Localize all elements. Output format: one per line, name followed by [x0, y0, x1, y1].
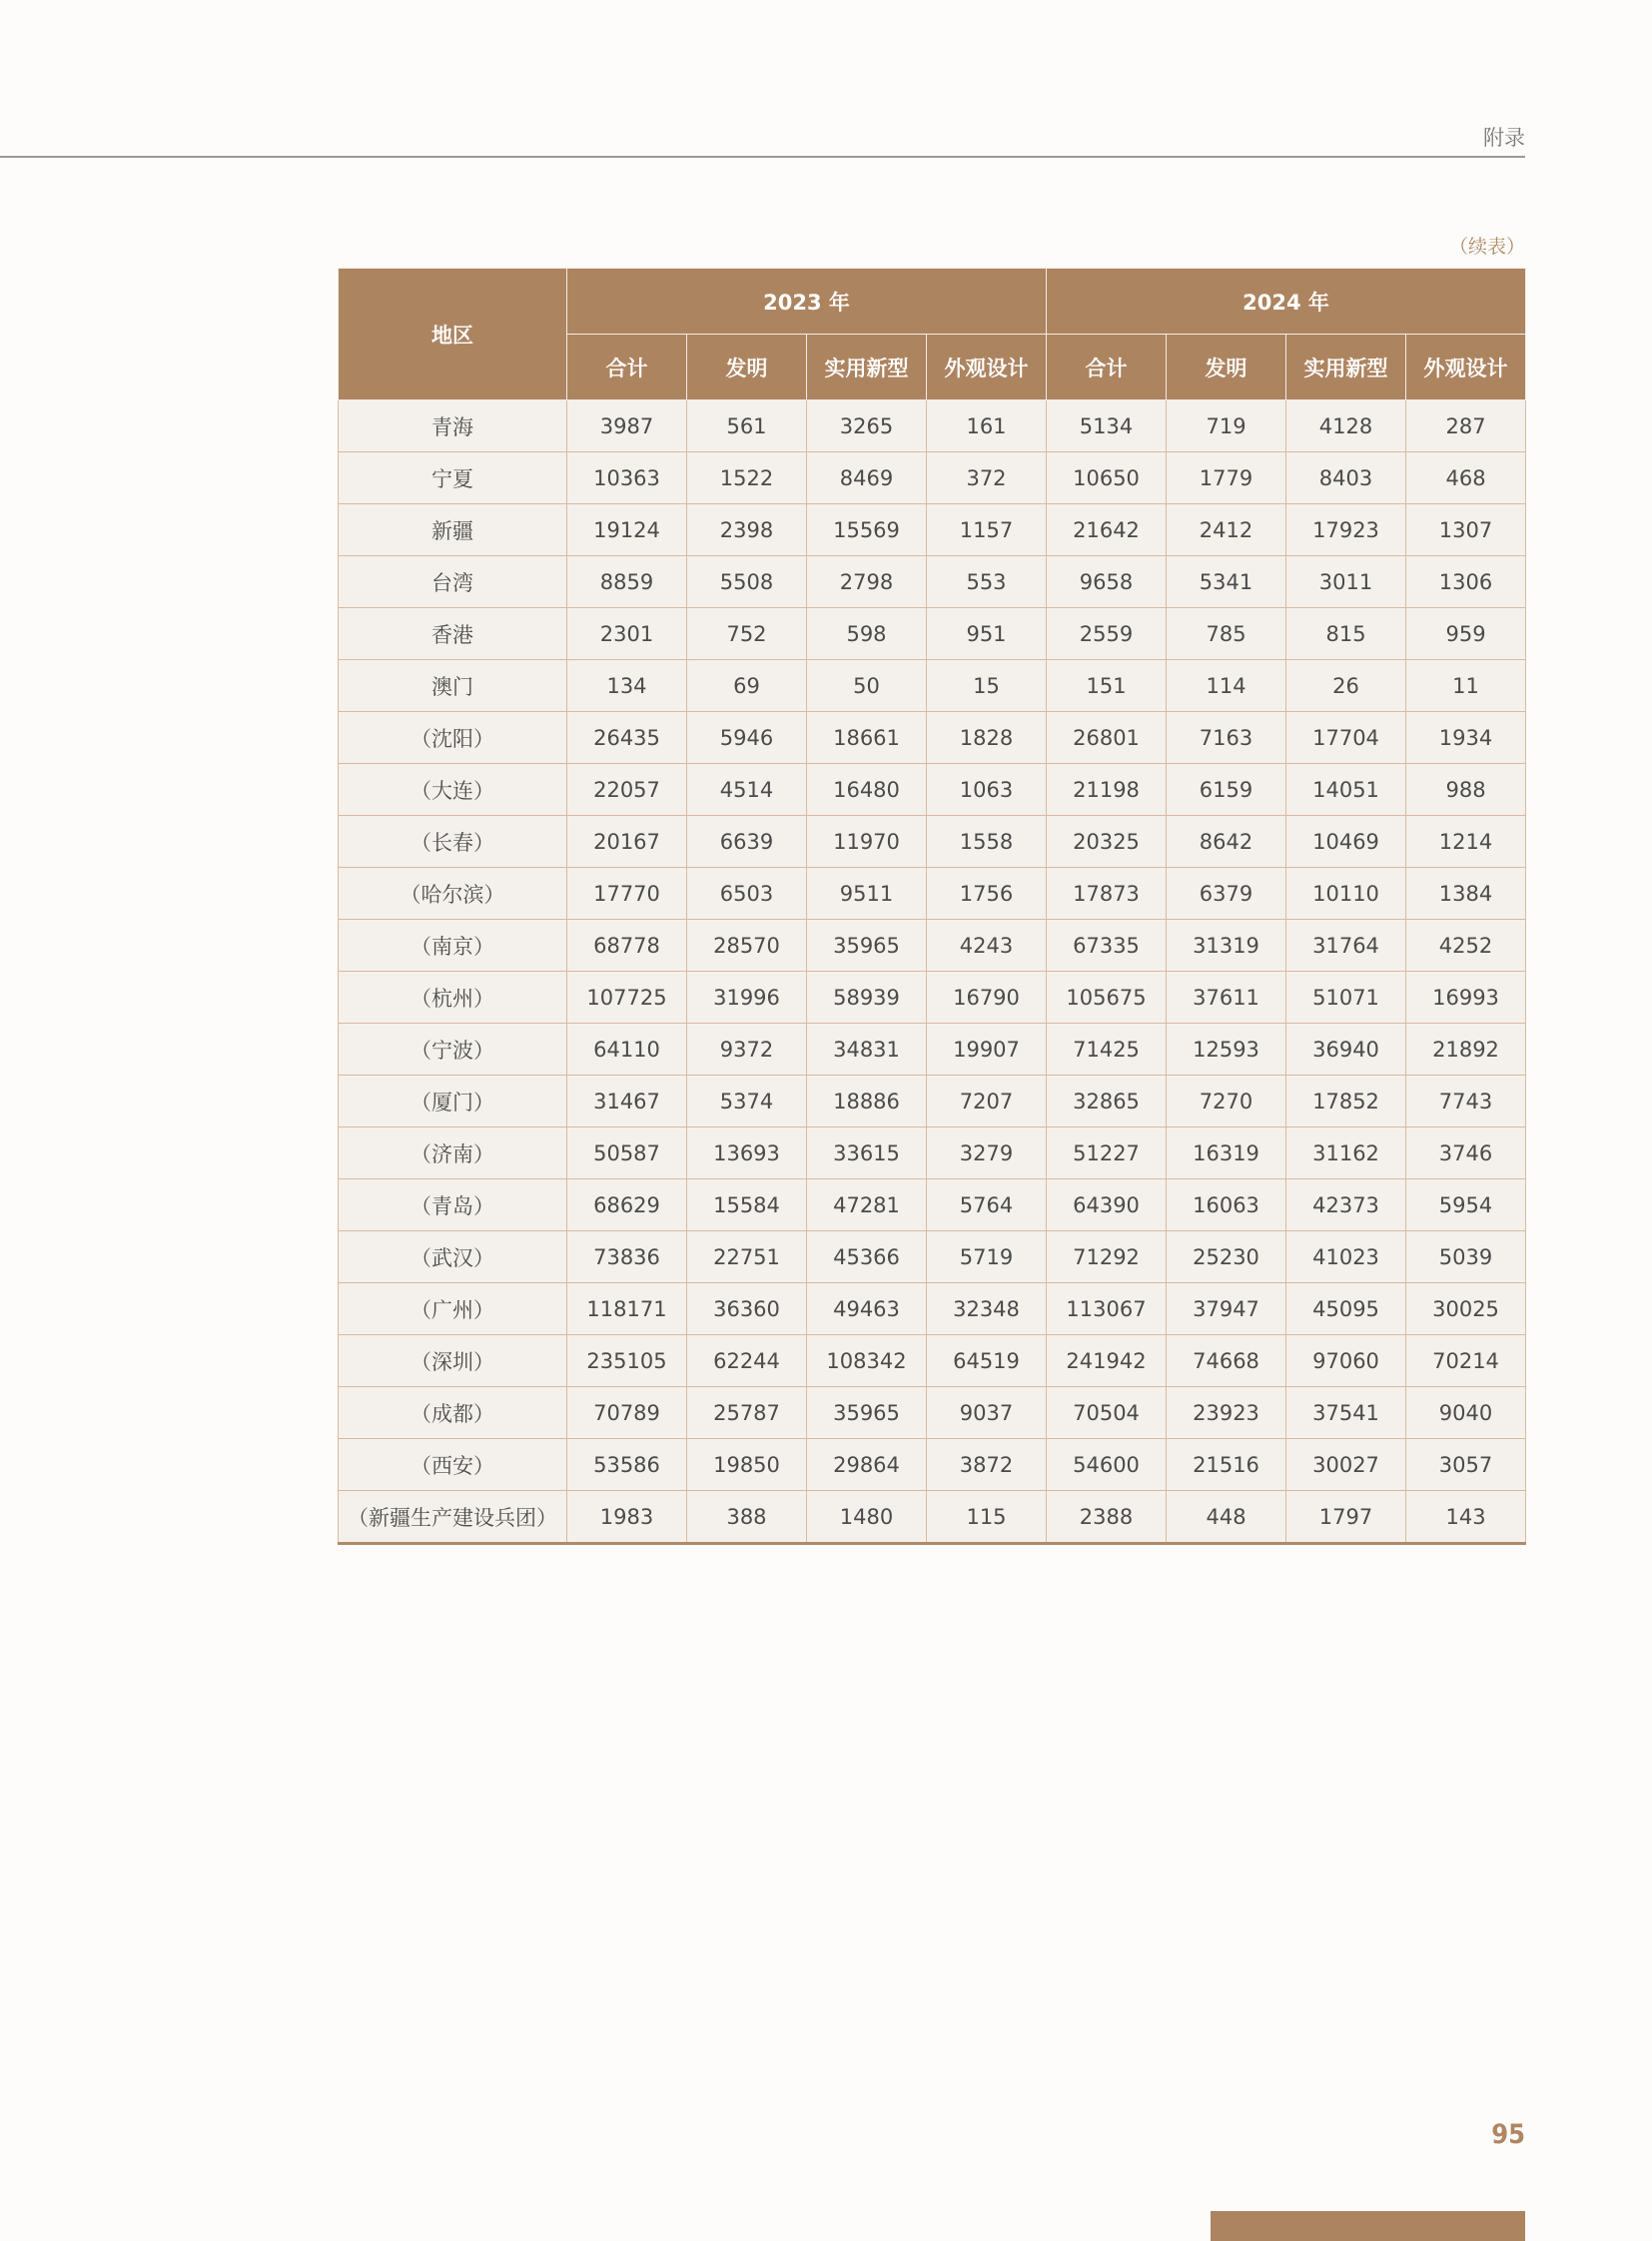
- value-cell: 1307: [1406, 504, 1526, 556]
- column-header: 合计: [1047, 335, 1167, 400]
- value-cell: 45095: [1286, 1283, 1406, 1335]
- column-header: 发明: [1167, 335, 1286, 400]
- value-cell: 115: [927, 1491, 1047, 1544]
- value-cell: 134: [567, 660, 687, 712]
- table-row: [339, 816, 1526, 868]
- value-cell: 1797: [1286, 1491, 1406, 1544]
- value-cell: 20167: [567, 816, 687, 868]
- value-cell: 12593: [1167, 1024, 1286, 1076]
- value-cell: 21516: [1167, 1439, 1286, 1491]
- table-row: [339, 1491, 1526, 1544]
- value-cell: 17852: [1286, 1076, 1406, 1127]
- value-cell: 11: [1406, 660, 1526, 712]
- column-header: 发明: [687, 335, 807, 400]
- region-cell: （杭州）: [339, 972, 567, 1024]
- value-cell: 9511: [807, 868, 927, 920]
- value-cell: 4514: [687, 764, 807, 816]
- value-cell: 1063: [927, 764, 1047, 816]
- value-cell: 32348: [927, 1283, 1047, 1335]
- value-cell: 2559: [1047, 608, 1167, 660]
- region-cell: （西安）: [339, 1439, 567, 1491]
- value-cell: 17704: [1286, 712, 1406, 764]
- value-cell: 19124: [567, 504, 687, 556]
- region-cell: （哈尔滨）: [339, 868, 567, 920]
- table-row: [339, 1127, 1526, 1179]
- value-cell: 31467: [567, 1076, 687, 1127]
- region-cell: （沈阳）: [339, 712, 567, 764]
- value-cell: 14051: [1286, 764, 1406, 816]
- table-row: [339, 504, 1526, 556]
- value-cell: 8642: [1167, 816, 1286, 868]
- value-cell: 719: [1167, 400, 1286, 452]
- value-cell: 151: [1047, 660, 1167, 712]
- value-cell: 64519: [927, 1335, 1047, 1387]
- region-cell: （厦门）: [339, 1076, 567, 1127]
- region-cell: （广州）: [339, 1283, 567, 1335]
- value-cell: 70504: [1047, 1387, 1167, 1439]
- value-cell: 69: [687, 660, 807, 712]
- value-cell: 1157: [927, 504, 1047, 556]
- value-cell: 70789: [567, 1387, 687, 1439]
- value-cell: 1983: [567, 1491, 687, 1544]
- table-row: [339, 1283, 1526, 1335]
- value-cell: 35965: [807, 920, 927, 972]
- value-cell: 33615: [807, 1127, 927, 1179]
- value-cell: 5039: [1406, 1231, 1526, 1283]
- value-cell: 118171: [567, 1283, 687, 1335]
- region-cell: 台湾: [339, 556, 567, 608]
- value-cell: 26801: [1047, 712, 1167, 764]
- value-cell: 16063: [1167, 1179, 1286, 1231]
- value-cell: 37947: [1167, 1283, 1286, 1335]
- table-row: [339, 556, 1526, 608]
- value-cell: 15: [927, 660, 1047, 712]
- continued-label: （续表）: [1448, 236, 1525, 258]
- value-cell: 74668: [1167, 1335, 1286, 1387]
- value-cell: 23923: [1167, 1387, 1286, 1439]
- value-cell: 13693: [687, 1127, 807, 1179]
- value-cell: 64110: [567, 1024, 687, 1076]
- value-cell: 36940: [1286, 1024, 1406, 1076]
- value-cell: 21642: [1047, 504, 1167, 556]
- value-cell: 51227: [1047, 1127, 1167, 1179]
- value-cell: 73836: [567, 1231, 687, 1283]
- value-cell: 70214: [1406, 1335, 1526, 1387]
- value-cell: 598: [807, 608, 927, 660]
- value-cell: 8469: [807, 452, 927, 504]
- value-cell: 30027: [1286, 1439, 1406, 1491]
- value-cell: 71292: [1047, 1231, 1167, 1283]
- value-cell: 58939: [807, 972, 927, 1024]
- value-cell: 36360: [687, 1283, 807, 1335]
- value-cell: 815: [1286, 608, 1406, 660]
- value-cell: 4243: [927, 920, 1047, 972]
- value-cell: 10650: [1047, 452, 1167, 504]
- year-2023-header: 2023 年: [567, 269, 1047, 335]
- value-cell: 388: [687, 1491, 807, 1544]
- value-cell: 18886: [807, 1076, 927, 1127]
- value-cell: 2412: [1167, 504, 1286, 556]
- region-cell: （南京）: [339, 920, 567, 972]
- value-cell: 49463: [807, 1283, 927, 1335]
- value-cell: 22751: [687, 1231, 807, 1283]
- value-cell: 11970: [807, 816, 927, 868]
- table-row: [339, 1387, 1526, 1439]
- value-cell: 25230: [1167, 1231, 1286, 1283]
- value-cell: 6503: [687, 868, 807, 920]
- region-cell: （大连）: [339, 764, 567, 816]
- value-cell: 16480: [807, 764, 927, 816]
- value-cell: 30025: [1406, 1283, 1526, 1335]
- value-cell: 6159: [1167, 764, 1286, 816]
- value-cell: 53586: [567, 1439, 687, 1491]
- value-cell: 1828: [927, 712, 1047, 764]
- value-cell: 34831: [807, 1024, 927, 1076]
- header-rule: [0, 156, 1525, 158]
- value-cell: 161: [927, 400, 1047, 452]
- value-cell: 3011: [1286, 556, 1406, 608]
- value-cell: 29864: [807, 1439, 927, 1491]
- table-row: [339, 400, 1526, 452]
- value-cell: 988: [1406, 764, 1526, 816]
- value-cell: 241942: [1047, 1335, 1167, 1387]
- region-cell: （武汉）: [339, 1231, 567, 1283]
- value-cell: 3279: [927, 1127, 1047, 1179]
- column-header: 外观设计: [1406, 335, 1526, 400]
- value-cell: 8859: [567, 556, 687, 608]
- table-row: [339, 1179, 1526, 1231]
- patent-statistics-table: [338, 268, 1526, 1545]
- value-cell: 28570: [687, 920, 807, 972]
- column-header: 合计: [567, 335, 687, 400]
- value-cell: 54600: [1047, 1439, 1167, 1491]
- region-cell: （成都）: [339, 1387, 567, 1439]
- value-cell: 561: [687, 400, 807, 452]
- value-cell: 1756: [927, 868, 1047, 920]
- value-cell: 553: [927, 556, 1047, 608]
- table-row: [339, 1439, 1526, 1491]
- value-cell: 1779: [1167, 452, 1286, 504]
- value-cell: 287: [1406, 400, 1526, 452]
- value-cell: 5341: [1167, 556, 1286, 608]
- value-cell: 10469: [1286, 816, 1406, 868]
- value-cell: 10110: [1286, 868, 1406, 920]
- value-cell: 97060: [1286, 1335, 1406, 1387]
- value-cell: 2388: [1047, 1491, 1167, 1544]
- region-cell: 新疆: [339, 504, 567, 556]
- value-cell: 10363: [567, 452, 687, 504]
- region-cell: 青海: [339, 400, 567, 452]
- value-cell: 26435: [567, 712, 687, 764]
- value-cell: 9040: [1406, 1387, 1526, 1439]
- value-cell: 35965: [807, 1387, 927, 1439]
- value-cell: 21892: [1406, 1024, 1526, 1076]
- table-row: [339, 764, 1526, 816]
- table-row: [339, 1076, 1526, 1127]
- value-cell: 235105: [567, 1335, 687, 1387]
- column-header: 实用新型: [807, 335, 927, 400]
- value-cell: 31996: [687, 972, 807, 1024]
- value-cell: 1306: [1406, 556, 1526, 608]
- value-cell: 15569: [807, 504, 927, 556]
- value-cell: 5954: [1406, 1179, 1526, 1231]
- region-column-header: 地区: [339, 269, 567, 400]
- value-cell: 5374: [687, 1076, 807, 1127]
- table-row: [339, 712, 1526, 764]
- region-cell: 香港: [339, 608, 567, 660]
- value-cell: 47281: [807, 1179, 927, 1231]
- value-cell: 9037: [927, 1387, 1047, 1439]
- value-cell: 32865: [1047, 1076, 1167, 1127]
- table-row: [339, 608, 1526, 660]
- value-cell: 15584: [687, 1179, 807, 1231]
- region-cell: 宁夏: [339, 452, 567, 504]
- value-cell: 1214: [1406, 816, 1526, 868]
- value-cell: 5946: [687, 712, 807, 764]
- table-row: [339, 868, 1526, 920]
- column-header: 外观设计: [927, 335, 1047, 400]
- value-cell: 17770: [567, 868, 687, 920]
- value-cell: 17873: [1047, 868, 1167, 920]
- value-cell: 9658: [1047, 556, 1167, 608]
- table-header: [339, 269, 1526, 400]
- value-cell: 22057: [567, 764, 687, 816]
- region-cell: 澳门: [339, 660, 567, 712]
- value-cell: 3057: [1406, 1439, 1526, 1491]
- value-cell: 17923: [1286, 504, 1406, 556]
- value-cell: 5508: [687, 556, 807, 608]
- value-cell: 31319: [1167, 920, 1286, 972]
- value-cell: 26: [1286, 660, 1406, 712]
- table-row: [339, 1024, 1526, 1076]
- value-cell: 143: [1406, 1491, 1526, 1544]
- value-cell: 114: [1167, 660, 1286, 712]
- value-cell: 1934: [1406, 712, 1526, 764]
- value-cell: 7743: [1406, 1076, 1526, 1127]
- value-cell: 3872: [927, 1439, 1047, 1491]
- value-cell: 4252: [1406, 920, 1526, 972]
- value-cell: 68629: [567, 1179, 687, 1231]
- value-cell: 1558: [927, 816, 1047, 868]
- value-cell: 372: [927, 452, 1047, 504]
- value-cell: 959: [1406, 608, 1526, 660]
- region-cell: （深圳）: [339, 1335, 567, 1387]
- year-2024-header: 2024 年: [1047, 269, 1526, 335]
- page-number: 95: [1491, 2119, 1525, 2150]
- value-cell: 16319: [1167, 1127, 1286, 1179]
- value-cell: 468: [1406, 452, 1526, 504]
- section-title: 附录: [1483, 126, 1525, 150]
- value-cell: 448: [1167, 1491, 1286, 1544]
- value-cell: 2301: [567, 608, 687, 660]
- value-cell: 1384: [1406, 868, 1526, 920]
- value-cell: 785: [1167, 608, 1286, 660]
- value-cell: 6639: [687, 816, 807, 868]
- value-cell: 1522: [687, 452, 807, 504]
- value-cell: 16993: [1406, 972, 1526, 1024]
- table-row: [339, 1231, 1526, 1283]
- value-cell: 50587: [567, 1127, 687, 1179]
- value-cell: 9372: [687, 1024, 807, 1076]
- value-cell: 105675: [1047, 972, 1167, 1024]
- region-cell: （长春）: [339, 816, 567, 868]
- value-cell: 7270: [1167, 1076, 1286, 1127]
- value-cell: 25787: [687, 1387, 807, 1439]
- value-cell: 6379: [1167, 868, 1286, 920]
- value-cell: 68778: [567, 920, 687, 972]
- value-cell: 62244: [687, 1335, 807, 1387]
- value-cell: 5719: [927, 1231, 1047, 1283]
- value-cell: 5764: [927, 1179, 1047, 1231]
- value-cell: 31162: [1286, 1127, 1406, 1179]
- column-header: 实用新型: [1286, 335, 1406, 400]
- value-cell: 107725: [567, 972, 687, 1024]
- table-body: [339, 400, 1526, 1544]
- value-cell: 16790: [927, 972, 1047, 1024]
- value-cell: 71425: [1047, 1024, 1167, 1076]
- value-cell: 108342: [807, 1335, 927, 1387]
- value-cell: 7163: [1167, 712, 1286, 764]
- region-cell: （新疆生产建设兵团）: [339, 1491, 567, 1544]
- table-row: [339, 452, 1526, 504]
- value-cell: 37611: [1167, 972, 1286, 1024]
- table-row: [339, 660, 1526, 712]
- value-cell: 8403: [1286, 452, 1406, 504]
- value-cell: 3746: [1406, 1127, 1526, 1179]
- value-cell: 752: [687, 608, 807, 660]
- region-cell: （宁波）: [339, 1024, 567, 1076]
- region-cell: （青岛）: [339, 1179, 567, 1231]
- value-cell: 19850: [687, 1439, 807, 1491]
- table-row: [339, 1335, 1526, 1387]
- value-cell: 4128: [1286, 400, 1406, 452]
- region-cell: （济南）: [339, 1127, 567, 1179]
- value-cell: 64390: [1047, 1179, 1167, 1231]
- value-cell: 7207: [927, 1076, 1047, 1127]
- value-cell: 3265: [807, 400, 927, 452]
- value-cell: 19907: [927, 1024, 1047, 1076]
- value-cell: 2798: [807, 556, 927, 608]
- value-cell: 20325: [1047, 816, 1167, 868]
- table-row: [339, 972, 1526, 1024]
- value-cell: 37541: [1286, 1387, 1406, 1439]
- footer-accent-bar: [1211, 2211, 1525, 2241]
- value-cell: 41023: [1286, 1231, 1406, 1283]
- value-cell: 113067: [1047, 1283, 1167, 1335]
- value-cell: 45366: [807, 1231, 927, 1283]
- value-cell: 50: [807, 660, 927, 712]
- value-cell: 21198: [1047, 764, 1167, 816]
- value-cell: 42373: [1286, 1179, 1406, 1231]
- value-cell: 31764: [1286, 920, 1406, 972]
- value-cell: 51071: [1286, 972, 1406, 1024]
- value-cell: 18661: [807, 712, 927, 764]
- value-cell: 67335: [1047, 920, 1167, 972]
- table-row: [339, 920, 1526, 972]
- value-cell: 3987: [567, 400, 687, 452]
- value-cell: 951: [927, 608, 1047, 660]
- value-cell: 1480: [807, 1491, 927, 1544]
- value-cell: 5134: [1047, 400, 1167, 452]
- value-cell: 2398: [687, 504, 807, 556]
